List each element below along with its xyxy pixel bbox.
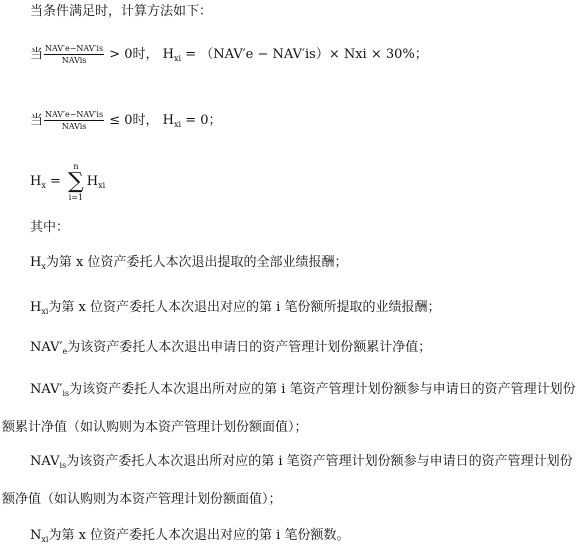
condition-positive: [30, 44, 428, 67]
cond2-numerator: NAV′e−NAV′is: [45, 110, 104, 119]
cond1-lhs: H: [162, 47, 174, 62]
definition-item: [30, 528, 349, 548]
def-symbol: N: [30, 528, 42, 543]
def-text: 为该资产委托人本次退出申请日的资产管理计划份额累计净值；: [67, 340, 432, 355]
cond2-lhs-sub: xi: [173, 120, 182, 129]
cond2-prefix: 当: [30, 113, 44, 128]
definition-item: [30, 340, 431, 360]
def-text: 为该资产委托人本次退出所对应的第 i 笔资产管理计划份额参与申请日的资产管理计划份额净值（如认购则为本资产管理计划份额面值）；: [2, 454, 573, 507]
def-symbol: H: [30, 300, 42, 315]
def-symbol-sub: xi: [41, 307, 49, 316]
cond1-relation: > 0时，: [109, 47, 159, 62]
def-symbol-sub: is: [62, 389, 70, 398]
summation-formula: [30, 160, 105, 208]
def-text: 为该资产委托人本次退出所对应的第 i 笔资产管理计划份额参与申请日的资产管理计划份额累计净值（如认购则为本资产管理计划份额面值）；: [2, 382, 576, 435]
sigma-operator: [68, 162, 84, 202]
def-symbol: NAV′: [30, 382, 63, 397]
cond2-formula: = 0；: [185, 113, 222, 128]
cond1-numerator: NAV′e−NAV′is: [45, 44, 104, 53]
sum-term: H: [86, 174, 99, 189]
def-symbol-sub: xi: [41, 535, 49, 544]
def-text: 为第 x 位资产委托人本次退出对应的第 i 笔份额数。: [48, 528, 350, 543]
definition-item-wrapped: [2, 373, 580, 445]
def-symbol-sub: e: [62, 347, 68, 356]
qizhong-label: 其中：: [30, 220, 70, 235]
cond1-lhs-sub: xi: [173, 54, 182, 63]
condition-nonpositive: [30, 110, 222, 133]
cond2-lhs: H: [162, 113, 174, 128]
sum-equals: =: [50, 174, 61, 189]
sum-term-sub: xi: [98, 181, 106, 190]
cond1-denominator: NAVis: [61, 56, 87, 65]
def-symbol-sub: x: [41, 262, 46, 271]
sum-lower-limit: i=1: [68, 192, 84, 202]
def-symbol: NAV: [30, 454, 60, 469]
cond1-fraction: [44, 44, 104, 65]
cond1-prefix: 当: [30, 47, 44, 62]
sum-upper-limit: n: [73, 161, 79, 171]
definition-item: [30, 255, 347, 275]
cond2-denominator: NAVis: [61, 122, 87, 131]
sigma-icon: ∑: [68, 168, 84, 194]
sum-lhs-sub: x: [41, 181, 46, 190]
cond2-relation: ≤ 0时，: [109, 113, 159, 128]
definition-item-wrapped: [2, 445, 580, 517]
cond1-formula: = （NAV′e − NAV′is）× Nxi × 30%；: [185, 47, 428, 62]
def-symbol: NAV′: [30, 340, 63, 355]
def-symbol-sub: is: [59, 461, 67, 470]
definition-item: [30, 300, 440, 320]
cond2-fraction: [44, 110, 104, 131]
def-text: 为第 x 位资产委托人本次退出对应的第 i 笔份额所提取的业绩报酬；: [48, 300, 441, 315]
intro-text: 当条件满足时，计算方法如下：: [30, 4, 213, 19]
def-symbol: H: [30, 255, 42, 270]
sum-lhs: H: [30, 174, 42, 189]
def-text: 为第 x 位资产委托人本次退出提取的全部业绩报酬；: [45, 255, 348, 270]
